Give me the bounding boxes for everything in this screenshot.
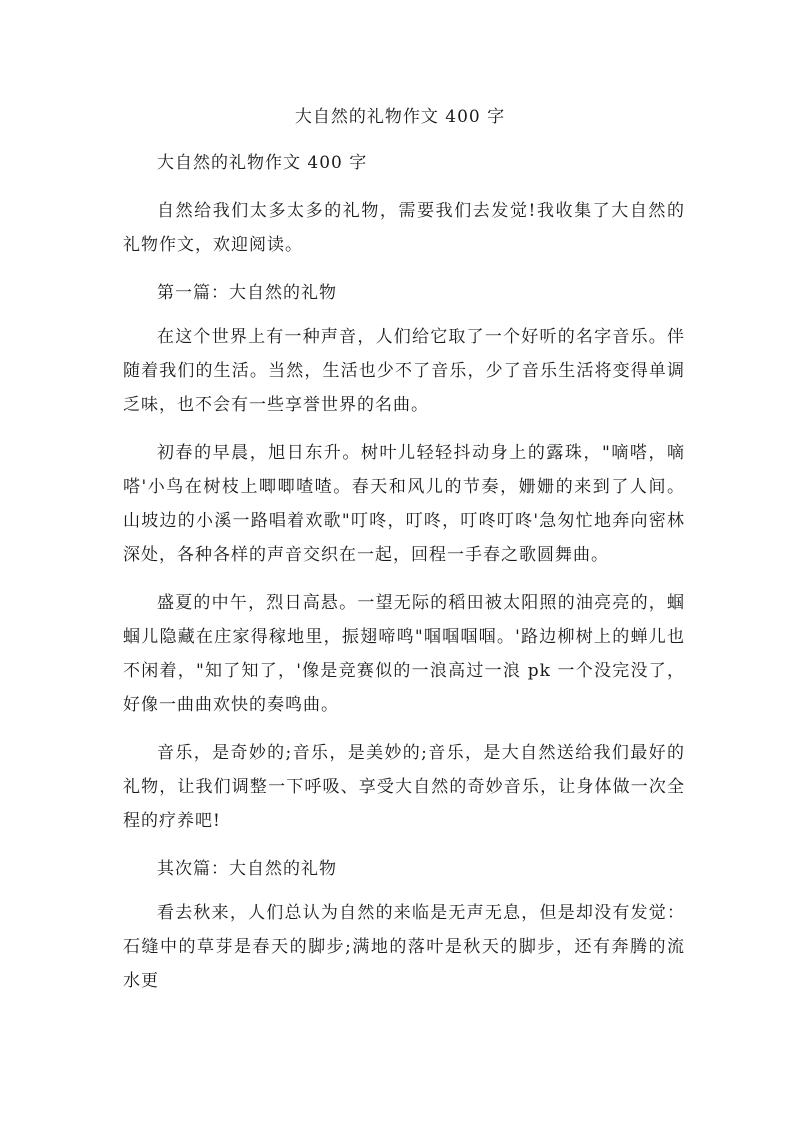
section-heading-second: 其次篇：大自然的礼物: [157, 859, 337, 879]
document-title: 大自然的礼物作文 400 字: [294, 107, 506, 127]
body-paragraph: 盛夏的中午，烈日高悬。一望无际的稻田被太阳照的油亮亮的，蝈蝈儿隐藏在庄家得稼地里，振翅啼鸣"啯啯啯啯。'路边柳树上的蝉儿也不闲着，"知了知了，'像是竞赛似的一浪高过一浪 pk 一个没完没了，好像一曲曲欢快的奏鸣曲。: [123, 593, 685, 715]
document-body: [123, 146, 685, 1012]
body-paragraph: 初春的早晨，旭日东升。树叶儿轻轻抖动身上的露珠，"嘀嗒，嘀嗒'小鸟在树枝上唧唧喳喳。春天和风儿的节奏，姗姗的来到了人间。山坡边的小溪一路唱着欢歌"叮咚，叮咚，叮咚叮咚'急匆忙地奔向密林深处，各种各样的声音交织在一起，回程一手春之歌圆舞曲。: [123, 443, 685, 565]
body-paragraph: 在这个世界上有一种声音，人们给它取了一个好听的名字音乐。伴随着我们的生活。当然，生活也少不了音乐，少了音乐生活将变得单调乏味，也不会有一些享誉世界的名曲。: [123, 327, 685, 415]
subtitle-paragraph: 大自然的礼物作文 400 字: [157, 153, 368, 173]
body-paragraph: 音乐，是奇妙的;音乐，是美妙的;音乐，是大自然送给我们最好的礼物，让我们调整一下呼吸、享受大自然的奇妙音乐，让身体做一次全程的疗养吧!: [123, 743, 685, 831]
intro-paragraph: 自然给我们太多太多的礼物，需要我们去发觉!我收集了大自然的礼物作文，欢迎阅读。: [123, 201, 685, 255]
body-paragraph: 看去秋来，人们总认为自然的来临是无声无息，但是却没有发觉：石缝中的草芽是春天的脚步;满地的落叶是秋天的脚步，还有奔腾的流水更: [123, 903, 685, 991]
section-heading-first: 第一篇：大自然的礼物: [157, 283, 337, 303]
